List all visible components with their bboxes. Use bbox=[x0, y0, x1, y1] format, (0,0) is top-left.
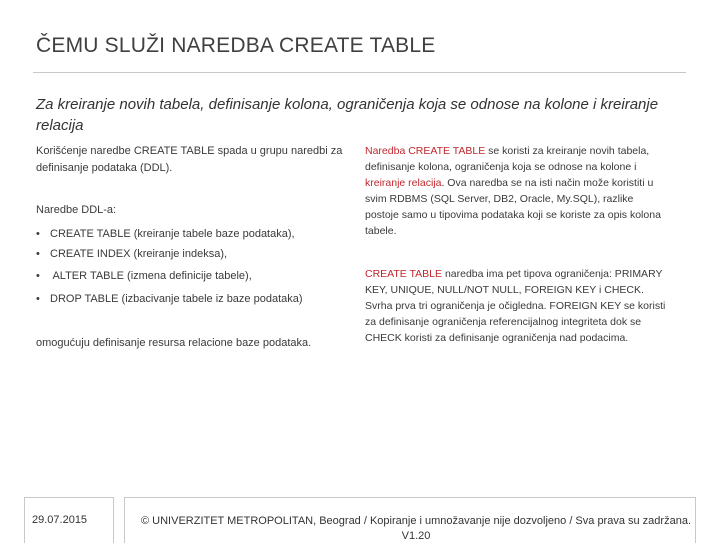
paragraph-line: KEY, UNIQUE, NULL/NOT NULL, FOREIGN KEY i CHECK. bbox=[365, 284, 644, 296]
paragraph-line: Svrha prva tri ograničenja je očigledna. FOREIGN KEY se koristi bbox=[365, 300, 666, 312]
title-divider bbox=[33, 72, 686, 73]
left-intro-line-1: Korišćenje naredbe CREATE TABLE spada u grupu naredbi za bbox=[36, 145, 343, 157]
list-item-text: CREATE INDEX (kreiranje indeksa), bbox=[50, 248, 228, 260]
left-closing-text: omogućuju definisanje resursa relacione baze podataka. bbox=[36, 337, 312, 349]
list-item bbox=[36, 291, 303, 307]
copyright-line-1: © UNIVERZITET METROPOLITAN, Beograd / Kopiranje i umnožavanje nije dozvoljeno / Sva prava su zadržana. bbox=[141, 515, 691, 527]
paragraph-line bbox=[365, 143, 695, 159]
paragraph-line bbox=[365, 175, 695, 191]
red-keyword: kreiranje relacija bbox=[365, 177, 442, 189]
paragraph-line: CHECK koristi za definisanje ograničenja nad podacima. bbox=[365, 332, 629, 344]
list-item-text: CREATE TABLE (kreiranje tabele baze podataka), bbox=[50, 228, 295, 240]
line-text: . Ova naredba se na isti način može koristiti u bbox=[441, 177, 654, 189]
line-text: naredba ima pet tipova ograničenja: PRIMARY bbox=[442, 268, 663, 280]
bullet-icon: • bbox=[36, 270, 40, 282]
right-paragraph-1 bbox=[365, 143, 695, 239]
red-keyword: Naredba CREATE TABLE bbox=[365, 145, 486, 157]
list-item bbox=[36, 246, 227, 262]
footer-date: 29.07.2015 bbox=[32, 514, 88, 526]
list-item bbox=[36, 268, 252, 284]
line-text: se koristi za kreiranje novih tabela, bbox=[485, 145, 650, 157]
paragraph-line: definisanje kolona, ograničenja koja se odnose na kolone i bbox=[365, 161, 637, 173]
list-item bbox=[36, 226, 295, 242]
bullet-icon: • bbox=[36, 293, 40, 305]
copyright-version: V1.20 bbox=[401, 530, 431, 542]
red-keyword: CREATE TABLE bbox=[365, 268, 443, 280]
paragraph-line bbox=[365, 266, 695, 282]
bullet-icon: • bbox=[36, 228, 40, 240]
right-paragraph-2 bbox=[365, 266, 695, 346]
paragraph-line: postoje samo u tipovima podataka koji se koriste za opis kolona bbox=[365, 209, 661, 221]
list-item-text: ALTER TABLE (izmena definicije tabele), bbox=[50, 270, 252, 282]
paragraph-line: tabele. bbox=[365, 225, 397, 237]
list-item-text: DROP TABLE (izbacivanje tabele iz baze podataka) bbox=[50, 293, 303, 305]
paragraph-line: svim RDBMS (SQL Server, DB2, Oracle, My.SQL), razlike bbox=[365, 193, 634, 205]
slide-subtitle: Za kreiranje novih tabela, definisanje kolona, ograničenja koja se odnose na kolone i kreiranje relacija bbox=[36, 96, 659, 134]
left-intro-line-2: definisanje podataka (DDL). bbox=[36, 162, 173, 174]
slide-title: ČEMU SLUŽI NAREDBA CREATE TABLE bbox=[36, 34, 436, 57]
paragraph-line: za definisanje ograničenja referencijalnog integriteta dok se bbox=[365, 316, 642, 328]
ddl-heading: Naredbe DDL-a: bbox=[36, 204, 117, 216]
bullet-icon: • bbox=[36, 248, 40, 260]
